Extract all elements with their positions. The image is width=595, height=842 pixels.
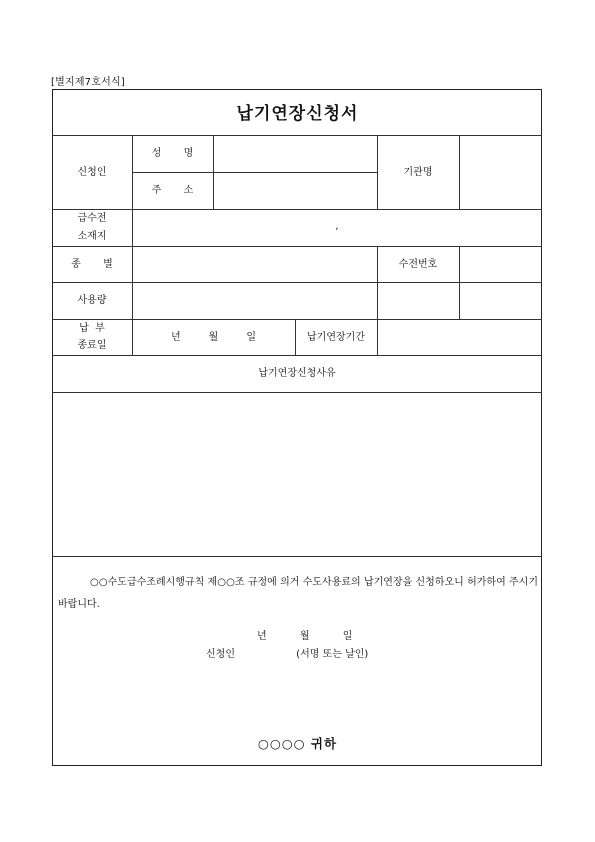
signature-note: (서명 또는 날인) [296, 649, 369, 660]
supply-location-field[interactable] [132, 209, 542, 246]
applicant-label: 신청인 [77, 166, 107, 178]
name-field[interactable] [213, 135, 377, 172]
signature-line[interactable] [206, 645, 368, 660]
due-year: 년 [170, 331, 181, 343]
usage-label: 사용량 [77, 295, 107, 306]
type-field[interactable] [132, 246, 377, 282]
address-field[interactable] [213, 172, 377, 209]
type-label: 종 별 [71, 258, 113, 270]
sign-year: 년 [257, 631, 267, 642]
usage-field[interactable] [132, 282, 377, 319]
rule-reason-body-bottom [52, 556, 542, 557]
supply-location-separator: , [335, 221, 339, 232]
name-label: 성 명 [151, 148, 194, 159]
agency-label: 기관명 [403, 166, 433, 178]
sign-date[interactable] [257, 627, 352, 642]
application-statement: ○○수도급수조례시행규칙 제○○조 규정에 의거 수도사용료의 납기연장을 신청하오니 허가하여 주시기 바랍니다. [58, 577, 538, 610]
extension-period-label: 납기연장기간 [307, 331, 365, 343]
due-day: 일 [246, 331, 256, 343]
reason-field[interactable] [52, 392, 542, 556]
due-month: 월 [208, 331, 219, 343]
form-number: [별지제7호서식] [51, 77, 125, 88]
addressee: ○○○○ 귀하 [257, 736, 338, 751]
due-end-date-field[interactable] [132, 319, 295, 355]
usage-extra-field-2[interactable] [459, 282, 542, 319]
due-end-label: 납 부 종료일 [77, 323, 107, 351]
usage-extra-field-1[interactable] [377, 282, 459, 319]
form-title: 납기연장신청서 [236, 104, 359, 124]
sign-day: 일 [342, 631, 353, 642]
tap-number-field[interactable] [459, 246, 542, 282]
reason-label: 납기연장신청사유 [258, 368, 336, 379]
sign-month: 월 [299, 631, 310, 642]
agency-field[interactable] [459, 135, 542, 209]
extension-period-field[interactable] [377, 319, 542, 355]
signature-label: 신청인 [206, 649, 235, 660]
address-label: 주 소 [151, 185, 194, 196]
supply-location-label: 급수전 소재지 [77, 212, 107, 242]
tap-number-label: 수전번호 [398, 258, 438, 270]
